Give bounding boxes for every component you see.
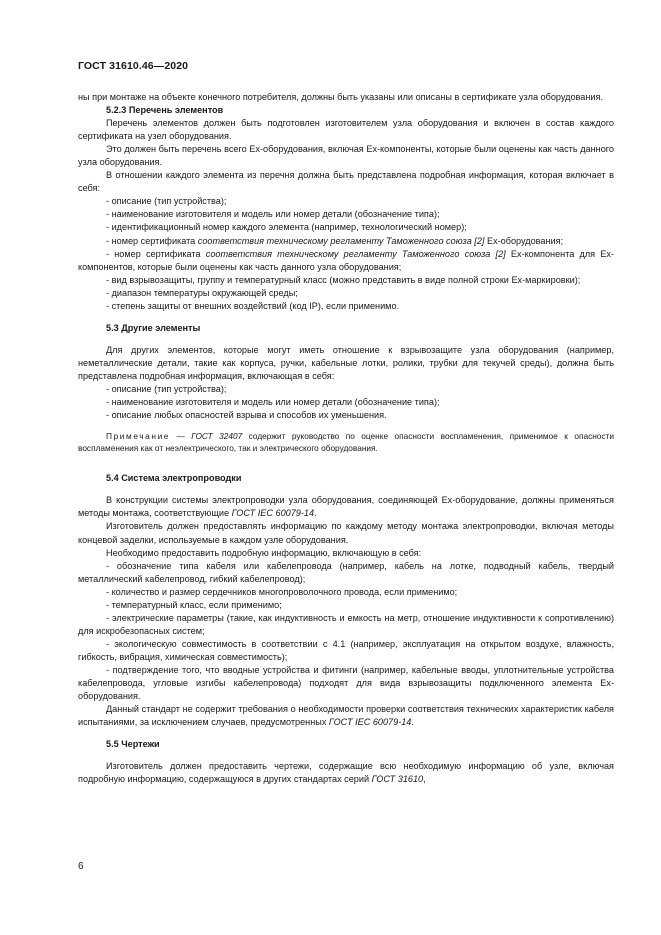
paragraph: Изготовитель должен предоставлять информацию по каждому методу монтажа электропроводки, включая методы концевой заделки, используемые в каждом узле оборудования. (78, 521, 614, 545)
list-item: - описание (тип устройства); (106, 383, 227, 394)
paragraph: В отношении каждого элемента из перечня должна быть представлена подробная информация, которая включает в себя: (78, 170, 614, 194)
list-item: - подтверждение того, что вводные устройства и фитинги (например, кабельные вводы, уплотнительные устройства кабелепровода, угловые изгибы кабелепровода) подходят для вида взрывозащиты подключенного элемента Ex-оборудования. (78, 664, 614, 702)
standard-reference: ГОСТ 31610 (371, 774, 424, 785)
paragraph-text: , (423, 774, 426, 785)
note (78, 431, 614, 454)
list-item: - вид взрывозащиты, группу и температурный класс (можно представить в виде полной строки Ex-маркировки); (106, 274, 581, 285)
page-content (78, 91, 614, 786)
list-item (78, 235, 614, 248)
paragraph-text: . (314, 508, 317, 519)
list-item: - наименование изготовителя и модель или номер детали (обозначение типа); (106, 397, 440, 408)
document-code: ГОСТ 31610.46—2020 (78, 60, 189, 72)
note-dash: — (170, 431, 192, 442)
list-item: - описание (тип устройства); (106, 196, 227, 207)
list-item (78, 248, 614, 274)
paragraph: Необходимо предоставить подробную информацию, включающую в себя: (106, 547, 422, 558)
paragraph-text: Изготовитель должен предоставить чертежи, содержащие всю необходимую информацию об узле, включая подробную информацию, содержащуюся в других стандартах серий (78, 761, 614, 785)
paragraph (78, 760, 614, 786)
paragraph-text: . (411, 717, 414, 728)
standard-reference: ГОСТ IEC 60079-14 (231, 508, 315, 519)
paragraph: Это должен быть перечень всего Ex-оборудования, включая Ex-компоненты, которые были оценены как часть данного узла оборудования. (78, 144, 614, 168)
heading-5-3: 5.3 Другие элементы (106, 322, 201, 333)
note-text: содержит руководство по оценке опасности воспламенения, применимое к опасности воспламенения как от неэлектрического, так и электрического оборудования. (78, 431, 614, 453)
regulation-reference: соответствия техническому регламенту Таможенного союза [2] (197, 235, 485, 246)
list-item: - степень защиты от внешних воздействий (код IP), если применимо. (106, 300, 400, 311)
standard-reference: ГОСТ IEC 60079-14 (328, 717, 412, 728)
list-item: - обозначение типа кабеля или кабелепровода (например, кабель на лотке, подводный кабель, твердый металлический кабелепровод, гибкий кабелепровод); (78, 560, 614, 584)
list-item: - диапазон температуры окружающей среды; (106, 287, 298, 298)
heading-5-4: 5.4 Система электропроводки (106, 473, 242, 484)
regulation-reference: соответствия техническому регламенту Таможенного союза [2] (205, 248, 506, 259)
standard-reference: ГОСТ 32407 (191, 431, 243, 442)
paragraph: Перечень элементов должен быть подготовлен изготовителем узла оборудования и включен в состав каждого сертификата на узел оборудования. (78, 118, 614, 142)
list-item: - температурный класс, если применимо; (106, 599, 282, 610)
continued-paragraph: ны при монтаже на объекте конечного потребителя, должны быть указаны или описаны в сертификате узла оборудования. (78, 92, 603, 102)
note-label: Примечание (106, 431, 171, 442)
paragraph (78, 703, 614, 729)
list-item: - электрические параметры (такие, как индуктивность и емкость на метр, отношение индуктивности к сопротивлению) для искробезопасных систем; (78, 612, 614, 636)
list-item-text: - номер сертификата (106, 235, 198, 246)
heading-5-5: 5.5 Чертежи (106, 739, 160, 750)
heading-5-2-3: 5.2.3 Перечень элементов (106, 105, 224, 116)
list-item: - наименование изготовителя и модель или номер детали (обозначение типа); (106, 209, 440, 220)
list-item: - количество и размер сердечников многопроволочного провода, если применимо; (106, 586, 458, 597)
list-item-text: Ex-компонента для Ex-компонентов, которые были оценены как часть данного узла оборудования; (78, 248, 615, 272)
page-number: 6 (78, 861, 84, 872)
list-item-text: - номер сертификата (106, 248, 206, 259)
paragraph (78, 494, 614, 520)
paragraph-text: Данный стандарт не содержит требования о необходимости проверки соответствия технических характеристик кабеля испытаниями, за исключением случаев, предусмотренных (78, 704, 614, 728)
paragraph: Для других элементов, которые могут иметь отношение к взрывозащите узла оборудования (например, неметаллические детали, такие как корпуса, ручки, кабельные лотки, ролики, трубки для текучей среды), должна быть представлена подробная информация, включающая в себя: (78, 344, 614, 381)
paragraph-text: В конструкции системы электропроводки узла оборудования, соединяющей Ex-оборудование, должны применяться методы монтажа, соответствующие (78, 495, 614, 519)
list-item: - описание любых опасностей взрыва и способов их уменьшения. (106, 410, 387, 421)
list-item: - экологическую совместимость в соответствии с 4.1 (например, эксплуатация на открытом воздухе, влажность, гибкость, вибрация, химическая совместимость); (78, 638, 614, 662)
list-item-text: Ex-оборудования; (484, 235, 564, 246)
list-item: - идентификационный номер каждого элемента (например, технологический номер); (106, 222, 467, 233)
